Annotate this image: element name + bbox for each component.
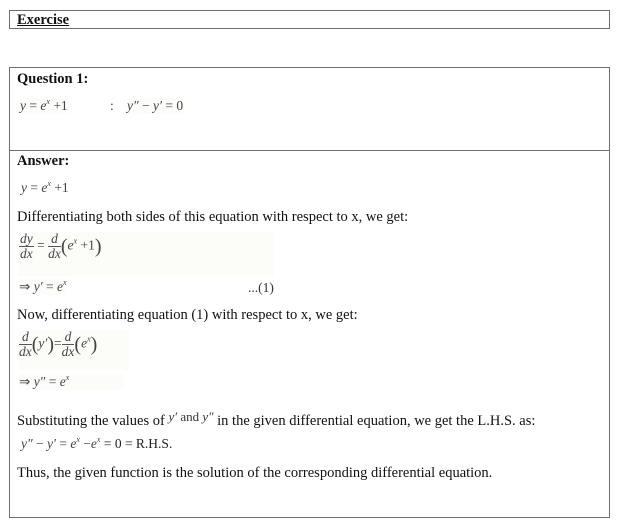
step1-derivative-equation: $\frac{dy}{dx}$ = $\frac{d}{dx}$ $(e^x +1)$ — [19, 232, 274, 276]
answer-heading: Answer: — [17, 153, 70, 169]
question-answer-box — [9, 67, 610, 518]
step2-text: Now, differentiating equation (1) with respect to x, we get: — [17, 307, 358, 323]
question-separator: : — [110, 98, 114, 113]
exercise-header-box — [9, 10, 610, 29]
step2-result: ⇒ $y'' = e^x$ — [19, 374, 124, 390]
answer-given-function: $y = e^x +1$ — [21, 179, 69, 195]
exercise-title: Exercise — [17, 12, 70, 28]
question-differential-equation: y″ − y′ = 0 — [127, 98, 184, 113]
step1-result: ⇒ $y' = e^x$ — [19, 278, 67, 294]
question-function: $y = e^x +1$ — [20, 97, 68, 113]
step1-text: Differentiating both sides of this equation with respect to x, we get: — [17, 209, 409, 225]
question-heading: Question 1: — [17, 71, 89, 87]
equation-label-1: ...(1) — [248, 280, 274, 295]
step3-equation: $y'' - y' = e^x -e^x = 0 = R.H.S$. — [21, 435, 173, 451]
section-divider — [10, 150, 609, 151]
step2-derivative-equation: $\frac{d}{dx}$ (y′)= $\frac{d}{dx}$ $(e^x)$ — [19, 330, 129, 370]
conclusion-text: Thus, the given function is the solution of the corresponding differential equation. — [17, 465, 493, 481]
step3-text: Substituting the values of y′ and y″ in the given differential equation, we get the L.H.S. as: — [17, 409, 536, 429]
